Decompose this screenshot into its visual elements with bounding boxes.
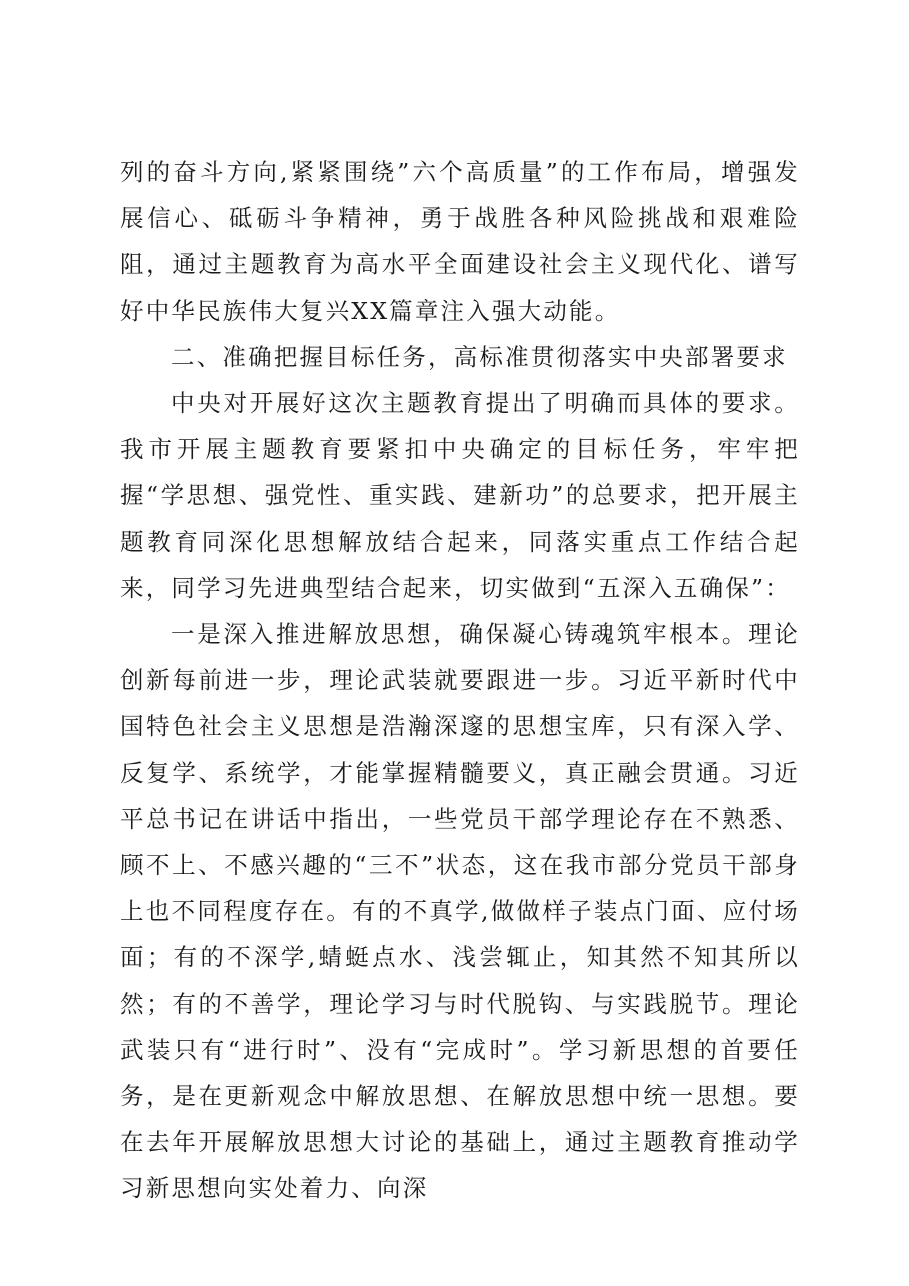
paragraph-requirements: 中央对开展好这次主题教育提出了明确而具体的要求。我市开展主题教育要紧扣中央确定的目标任务，牢牢把握“学思想、强党性、重实践、建新功”的总要求，把开展主题教育同深化思想解放结合起来，同落实重点工作结合起来，同学习先进典型结合起来，切实做到“五深入五确保”： [120,389,800,602]
paragraph-point-one: 一是深入推进解放思想，确保凝心铸魂筑牢根本。理论创新每前进一步，理论武装就要跟进一步。习近平新时代中国特色社会主义思想是浩瀚深邃的思想宝库，只有深入学、反复学、系统学，才能掌握精髓要义，真正融会贯通。习近平总书记在讲话中指出，一些党员干部学理论存在不熟悉、顾不上、不感兴趣的“三不”状态，这在我市部分党员干部身上也不同程度存在。有的不真学,做做样子装点门面、应付场面；有的不深学,蜻蜓点水、浅尝辄止，知其然不知其所以然；有的不善学，理论学习与时代脱钩、与实践脱节。理论武装只有“进行时”、没有“完成时”。学习新思想的首要任务，是在更新观念中解放思想、在解放思想中统一思想。要在去年开展解放思想大讨论的基础上，通过主题教育推动学习新思想向实处着力、向深 [120,620,800,1203]
paragraph-continuation: 列的奋斗方向,紧紧围绕”六个高质量”的工作布局，增强发展信心、砥砺斗争精神，勇于战胜各种风险挑战和艰难险阻，通过主题教育为高水平全面建设社会主义现代化、谱写好中华民族伟大复兴XX篇章注入强大动能。 [120,158,800,325]
section-heading: 二、准确把握目标任务，高标准贯彻落实中央部署要求 [171,342,788,371]
document-body [120,149,800,1212]
